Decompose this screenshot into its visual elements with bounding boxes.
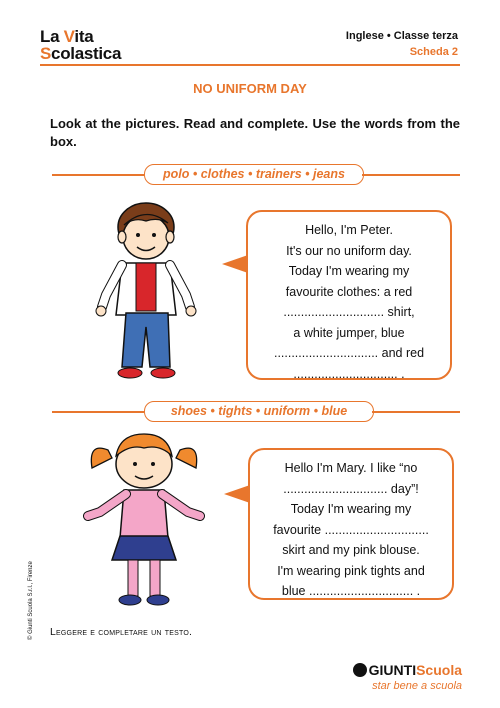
box-line-left [52, 411, 144, 413]
bubble-line: Hello, I'm Peter. [305, 223, 393, 237]
bubble-line: blue .............................. . [281, 584, 421, 598]
brand-text: Scuola [416, 662, 462, 678]
box-line-left [52, 174, 144, 176]
giunti-logo-icon [353, 663, 367, 677]
bubble-line: favourite .............................. [273, 522, 429, 537]
speech-tail [222, 255, 248, 273]
bubble-line: .............................. day”! [283, 481, 419, 496]
speech-bubble-mary [248, 448, 454, 600]
bubble-line: skirt and my pink blouse. [282, 543, 420, 557]
copyright-notice: © Giunti Scuola S.r.l., Firenze [28, 561, 34, 640]
speech-bubble-peter [246, 210, 452, 380]
bubble-line: I'm wearing pink tights and [277, 563, 425, 578]
logo-text: La [40, 27, 64, 46]
box-line-right [372, 411, 460, 413]
bubble-line: ............................. shirt, [283, 305, 415, 319]
logo-text: ita [74, 27, 94, 46]
publisher-logo [353, 662, 462, 678]
instructions: Look at the pictures. Read and complete. Use the words from the box. [50, 116, 460, 149]
bubble-line: .............................. . [293, 366, 405, 381]
box-line-right [362, 174, 460, 176]
word-box-2: shoes • tights • uniform • blue [144, 401, 374, 422]
brand-text: GIUNTI [368, 662, 417, 678]
bubble-line: Today I'm wearing my [288, 264, 410, 278]
sheet-number: Scheda 2 [409, 46, 458, 58]
bubble-line: Today I'm wearing my [290, 502, 412, 516]
logo-text: S [40, 44, 52, 63]
publisher-tagline: star bene a scuola [372, 680, 462, 692]
logo-text: colastica [51, 44, 122, 63]
girl-illustration [80, 420, 210, 610]
speech-tail [224, 485, 250, 503]
bubble-line: favourite clothes: a red [285, 284, 413, 299]
magazine-logo [40, 28, 121, 62]
page-title: NO UNIFORM DAY [193, 81, 307, 96]
logo-text: V [63, 27, 75, 46]
word-box-1: polo • clothes • trainers • jeans [144, 164, 364, 185]
bubble-line: .............................. and red [273, 346, 425, 360]
bubble-line: a white jumper, blue [293, 325, 405, 340]
bubble-line: It's our no uniform day. [286, 243, 412, 258]
boy-illustration [88, 195, 208, 385]
header-divider [40, 64, 460, 66]
task-description: Leggere e completare un testo. [50, 626, 193, 638]
subject-label: Inglese • Classe terza [345, 30, 458, 42]
bubble-line: Hello I'm Mary. I like “no [284, 461, 418, 475]
